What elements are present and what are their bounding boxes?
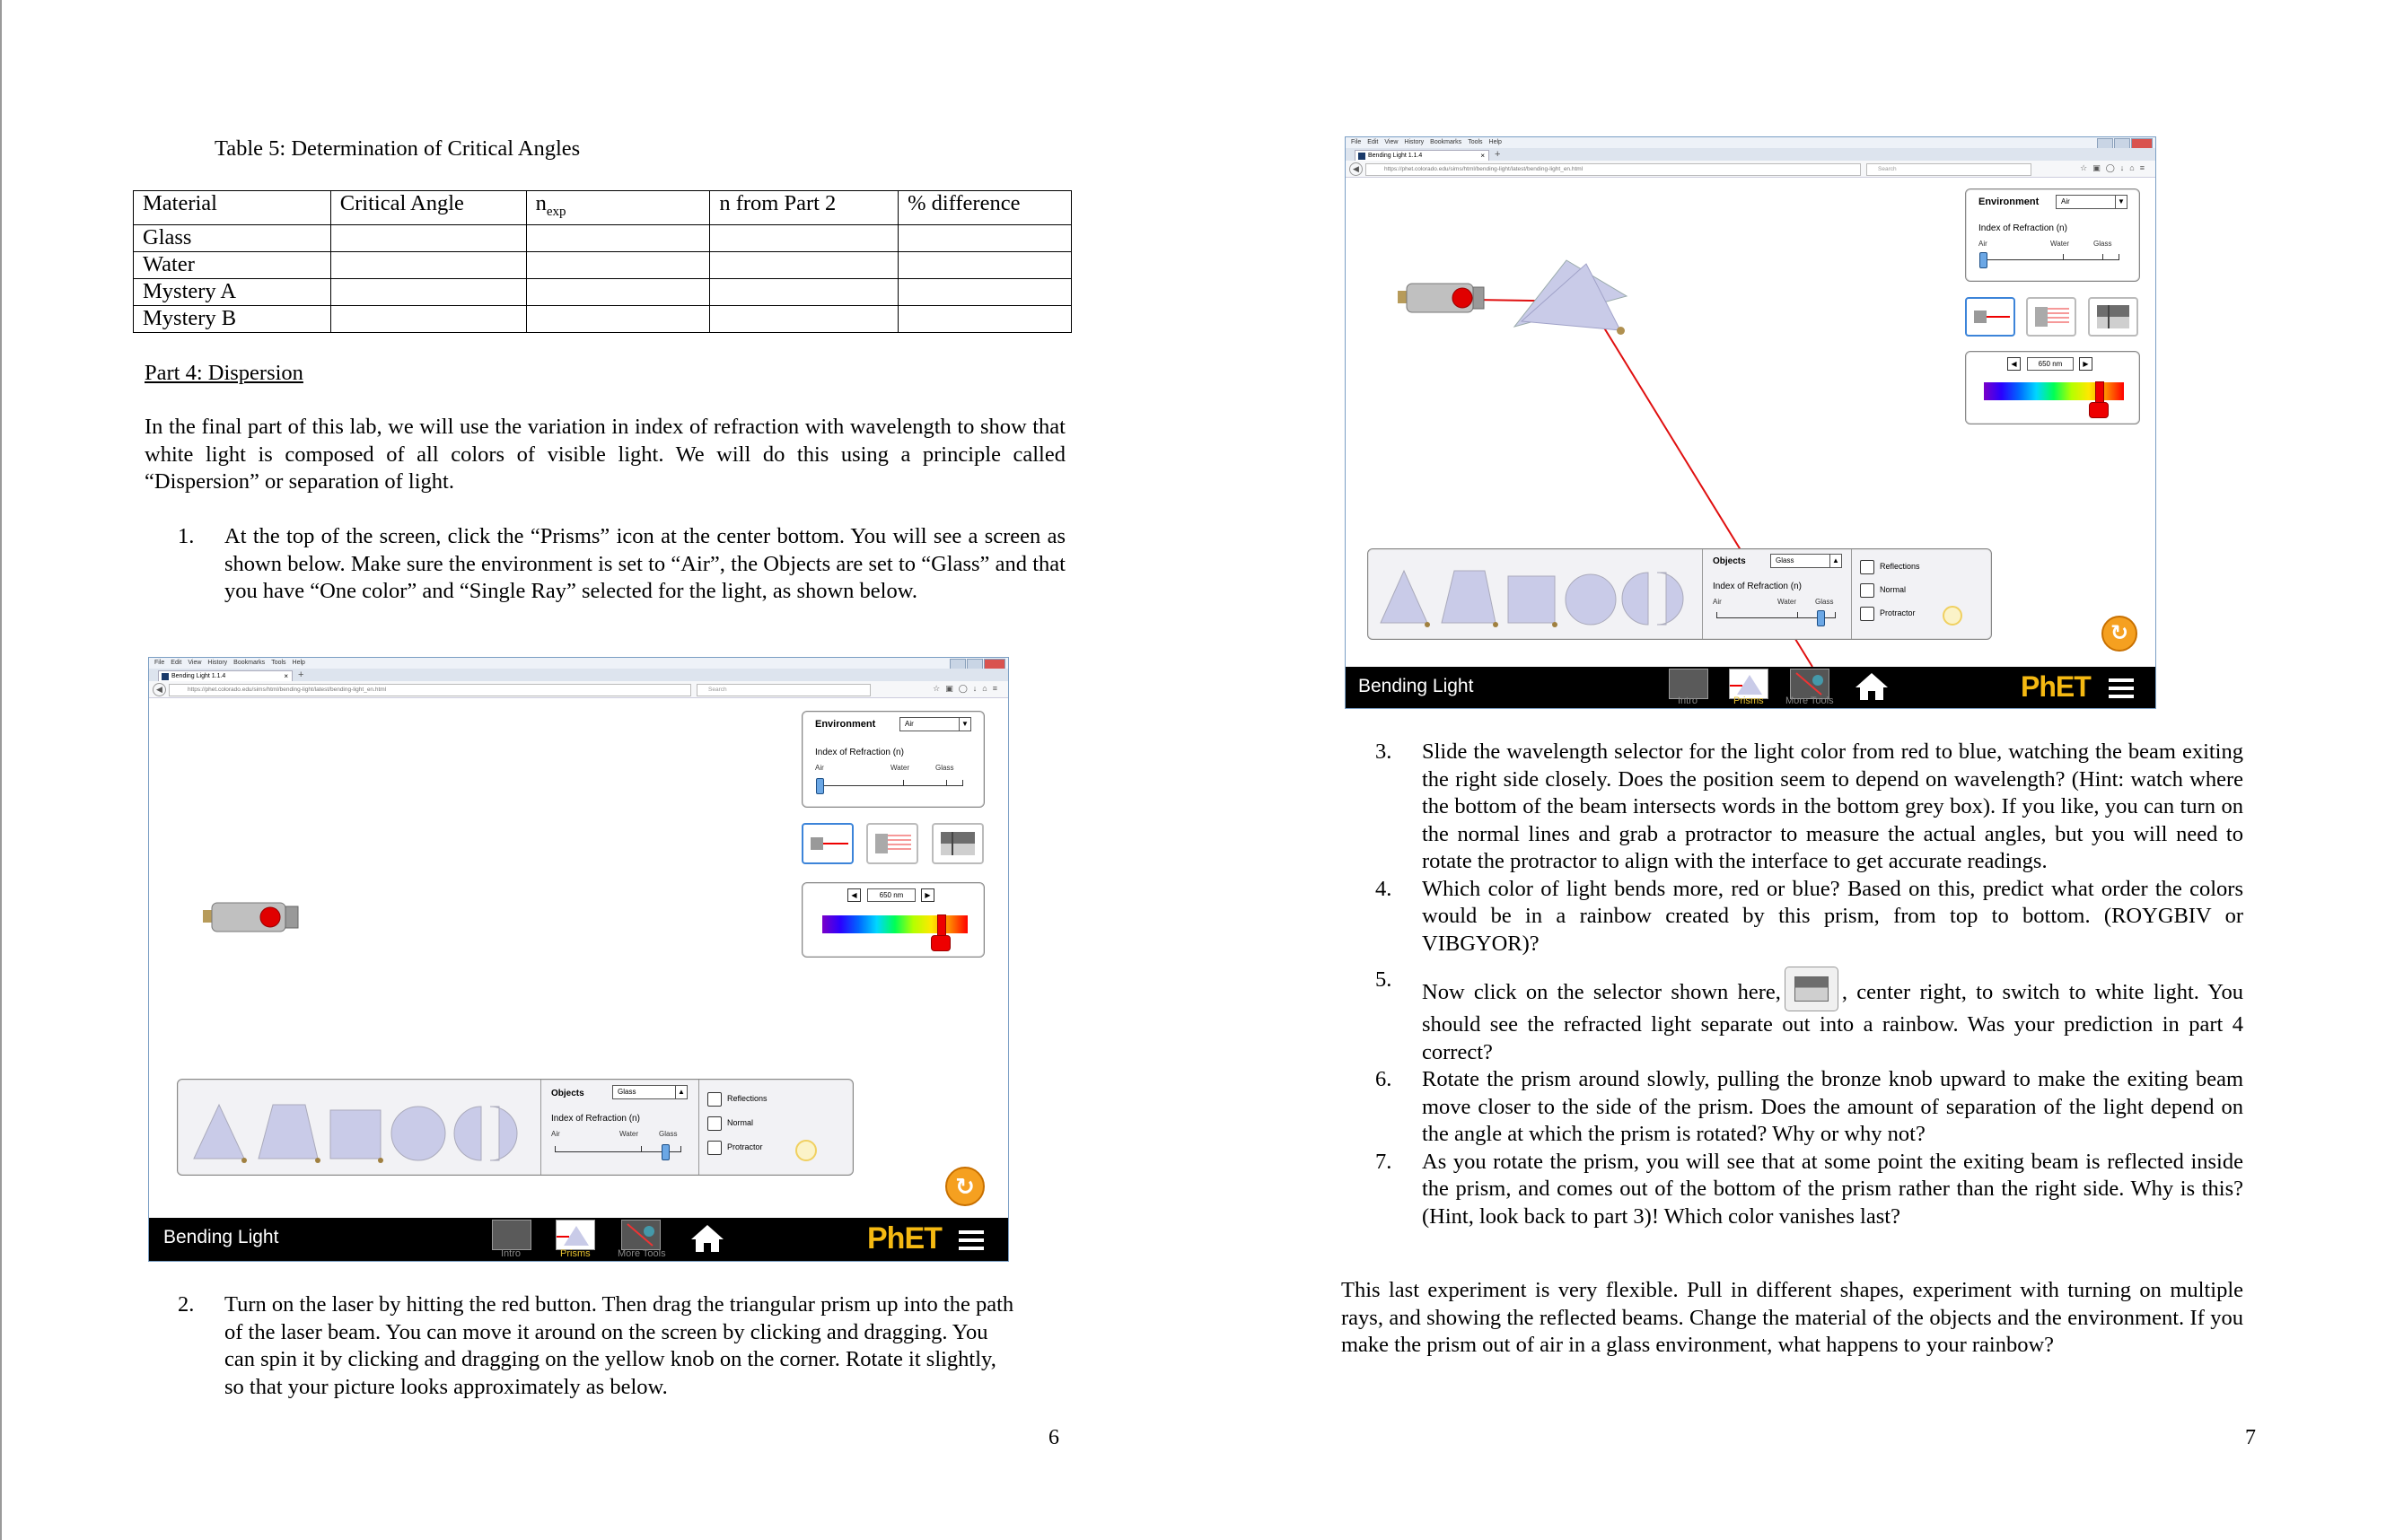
- wavelength-increase-button[interactable]: ▶: [2079, 357, 2092, 371]
- header-material: Material: [134, 191, 331, 225]
- white-light-icon: [934, 825, 982, 862]
- wavelength-marker: [937, 914, 946, 936]
- wavelength-slider-thumb[interactable]: [931, 935, 951, 951]
- step-text: Slide the wavelength selector for the light color from red to blue, watching the beam exiting the right side closely. Does the position seem to depend on wavelength? (Hint: watch where the bottom of the beam intersects words in the bottom grey box). If you like, you can turn on the normal lines and grab a protractor to measure the actual angles, but you will need to rotate the protractor to align with the interface to get accurate readings.: [1422, 739, 2243, 873]
- menu-help[interactable]: Help: [292, 660, 305, 666]
- search-box[interactable]: Search: [1866, 163, 2031, 176]
- step-number: 5.: [1375, 967, 1392, 992]
- single-ray-button[interactable]: [802, 823, 854, 864]
- objects-toolbox: [1367, 548, 1992, 640]
- app-title: Bending Light: [163, 1227, 279, 1247]
- menu-hamburger-icon[interactable]: [959, 1230, 984, 1234]
- prism-rotate-knob[interactable]: [1617, 327, 1625, 335]
- normal-checkbox[interactable]: [707, 1116, 722, 1131]
- normal-label: Normal: [727, 1118, 754, 1127]
- multiple-rays-button[interactable]: [866, 823, 918, 864]
- wavelength-decrease-button[interactable]: ◀: [2007, 357, 2021, 371]
- screen-more-label: More Tools: [1785, 696, 1834, 706]
- environment-panel: [802, 711, 985, 808]
- environment-value: Air: [905, 720, 914, 728]
- objects-index-thumb[interactable]: [662, 1144, 670, 1160]
- page-number: 6: [1048, 1426, 1059, 1449]
- prism-shapes-icon[interactable]: [185, 1089, 544, 1169]
- navigation-bar: [149, 681, 1008, 698]
- white-light-button[interactable]: [932, 823, 984, 864]
- dropdown-arrow-icon: ▼: [2115, 196, 2127, 208]
- menu-help[interactable]: Help: [1488, 139, 1502, 145]
- objects-index-label: Index of Refraction (n): [551, 1114, 640, 1124]
- url-bar[interactable]: https://phet.colorado.edu/sims/html/bending-light/latest/bending-light_en.html: [1365, 163, 1861, 176]
- table-header-row: [134, 191, 1072, 225]
- objects-dropdown[interactable]: [612, 1085, 688, 1099]
- menu-history[interactable]: History: [207, 660, 228, 666]
- step-number: 6.: [1375, 1067, 1392, 1091]
- white-light-icon: [2090, 299, 2136, 335]
- objects-index-label: Index of Refraction (n): [1713, 582, 1802, 591]
- index-slider-thumb[interactable]: [816, 778, 824, 794]
- table-caption: Table 5: Determination of Critical Angles: [215, 136, 581, 161]
- menu-hamburger-icon[interactable]: [2109, 678, 2134, 682]
- sim-navigation-bar: [149, 1218, 1008, 1261]
- browser-menu-bar: [1346, 137, 2155, 148]
- step-text-before: Now click on the selector shown here,: [1422, 980, 1781, 1004]
- row-label: Mystery B: [134, 305, 331, 332]
- toolbar-icons: ☆▣◯↓⌂≡: [2080, 163, 2150, 172]
- wavelength-panel: [802, 882, 985, 958]
- step-number: 1.: [178, 524, 195, 548]
- sim-area: [1346, 178, 2155, 667]
- header-percent-difference: % difference: [899, 191, 1072, 225]
- reset-icon[interactable]: ↻: [2101, 616, 2137, 652]
- normal-label: Normal: [1880, 585, 1907, 594]
- index-track: [819, 785, 962, 786]
- row-label: Water: [134, 251, 331, 278]
- objects-index-thumb[interactable]: [1817, 610, 1825, 626]
- menu-edit[interactable]: Edit: [171, 660, 182, 666]
- screen-intro-label: Intro: [501, 1248, 522, 1259]
- home-icon[interactable]: [689, 1223, 725, 1254]
- screen-prisms-label: Prisms: [560, 1248, 591, 1259]
- wavelength-slider-thumb[interactable]: [2089, 402, 2109, 418]
- step-number: 4.: [1375, 876, 1392, 901]
- step-text: At the top of the screen, click the “Prisms” icon at the center bottom. You will see a screen as shown below. Make sure the environment is set to “Air”, the Objects are set to “Glass” and that you have “One color” and “Single Ray” selected for the light, as shown below.: [224, 524, 1066, 603]
- environment-dropdown[interactable]: [2056, 195, 2127, 209]
- phet-logo[interactable]: PhET: [867, 1221, 942, 1256]
- screen-prisms-label: Prisms: [1733, 696, 1764, 706]
- phet-logo[interactable]: PhET: [2021, 670, 2091, 703]
- single-ray-button[interactable]: [1965, 297, 2015, 337]
- menu-edit[interactable]: Edit: [1367, 139, 1379, 145]
- browser-tab[interactable]: [1355, 150, 1489, 161]
- table-row: [134, 224, 1072, 251]
- reflections-label: Reflections: [727, 1094, 768, 1103]
- objects-toolbox: [177, 1079, 854, 1176]
- menu-bookmarks[interactable]: Bookmarks: [233, 660, 266, 666]
- closing-paragraph: This last experiment is very flexible. Pull in different shapes, experiment with turning on multiple rays, and showing the reflected beams. Change the material of the objects and the environment. If you make the prism out of air in a glass environment, what happens to your rainbow?: [1341, 1278, 2243, 1357]
- protractor-checkbox[interactable]: [1860, 607, 1874, 621]
- page-7: [1198, 0, 2395, 1540]
- menu-tools[interactable]: Tools: [271, 660, 286, 666]
- table-row: [134, 251, 1072, 278]
- index-slider-thumb[interactable]: [1979, 252, 1987, 268]
- multiple-rays-button[interactable]: [2026, 297, 2076, 337]
- laser-mode-icon: [803, 825, 852, 862]
- protractor-label: Protractor: [727, 1142, 763, 1151]
- dropdown-arrow-icon: ▲: [675, 1086, 687, 1098]
- steps-list-3-7: [1375, 739, 2243, 1230]
- step-4: [1375, 876, 2243, 958]
- window-controls: [2097, 138, 2153, 147]
- protractor-icon[interactable]: [795, 1140, 817, 1161]
- sim-navigation-bar: [1346, 667, 2155, 708]
- critical-angles-table: [133, 190, 1072, 333]
- menu-tools[interactable]: Tools: [1468, 139, 1483, 145]
- objects-dropdown[interactable]: [1770, 554, 1842, 568]
- white-light-button[interactable]: [2088, 297, 2138, 337]
- menu-view[interactable]: View: [1384, 139, 1399, 145]
- scale-air: Air: [815, 764, 824, 772]
- home-icon[interactable]: [1854, 671, 1890, 702]
- wavelength-panel: [1965, 351, 2140, 424]
- browser-menu-bar: [149, 658, 1008, 669]
- step-text-after: , center right, to switch to white light. You should see the refracted light separate out into a rainbow. Was your prediction in part 4 correct?: [1422, 980, 2243, 1064]
- environment-label: Environment: [815, 719, 876, 730]
- laser-mode-icon: [1967, 299, 2013, 335]
- menu-file[interactable]: File: [1351, 139, 1362, 145]
- tab-title: Bending Light 1.1.4: [1368, 153, 1423, 159]
- multi-ray-icon: [2028, 299, 2075, 335]
- step-text: As you rotate the prism, you will see that at some point the exiting beam is reflected inside the prism, and comes out of the bottom of the prism rather than the right side. Why is this? (Hint, look back to part 3)! Which color vanishes last?: [1422, 1149, 2243, 1229]
- dropdown-arrow-icon: ▼: [959, 718, 970, 731]
- scale-water: Water: [890, 764, 910, 772]
- menu-file[interactable]: File: [154, 660, 165, 666]
- objects-value: Glass: [1776, 556, 1794, 564]
- table-row: [134, 278, 1072, 305]
- reflections-label: Reflections: [1880, 562, 1920, 571]
- scale-glass: Glass: [935, 764, 954, 772]
- step-2: [178, 1291, 1020, 1401]
- scale-water: Water: [2050, 240, 2070, 248]
- back-button[interactable]: ◀: [153, 683, 166, 696]
- scale-glass: Glass: [2093, 240, 2112, 248]
- n-label: n: [535, 191, 547, 215]
- scale-air: Air: [1978, 240, 1987, 248]
- index-track: [1982, 259, 2119, 260]
- environment-dropdown[interactable]: [899, 717, 971, 731]
- objects-label: Objects: [1713, 556, 1746, 566]
- intro-screen-icon[interactable]: [1669, 669, 1708, 699]
- index-label: Index of Refraction (n): [1978, 223, 2067, 233]
- prisms-screen-icon[interactable]: [1729, 669, 1768, 699]
- step-text: Rotate the prism around slowly, pulling the bronze knob upward to make the exiting beam move closer to the side of the prism. Does the amount of separation of the light depend on the angle at which the prism is rotated? Why or why not?: [1422, 1067, 2243, 1146]
- wavelength-decrease-button[interactable]: ◀: [847, 888, 861, 902]
- n-subscript: exp: [546, 204, 566, 219]
- laser-icon[interactable]: [203, 899, 311, 935]
- step-5: [1375, 967, 2243, 1066]
- toolbar-icons: ☆▣◯↓⌂≡: [933, 684, 1003, 693]
- tab-bar: [149, 669, 1008, 681]
- scale-air: Air: [551, 1130, 560, 1138]
- normal-checkbox[interactable]: [1860, 583, 1874, 598]
- search-box[interactable]: Search: [697, 684, 871, 696]
- step-number: 7.: [1375, 1149, 1392, 1174]
- step-number: 2.: [178, 1292, 195, 1317]
- step-1: [178, 523, 1066, 606]
- step-7: [1375, 1149, 2243, 1231]
- wavelength-value: 650 nm: [867, 888, 916, 902]
- reflections-checkbox[interactable]: [1860, 560, 1874, 574]
- tab-close-icon[interactable]: ×: [284, 672, 288, 680]
- wavelength-marker: [2095, 381, 2104, 403]
- intro-paragraph: In the final part of this lab, we will use the variation in index of refraction with wavelength to show that white light is composed of all colors of visible light. We will do this using a principle called “Dispersion” or separation of light.: [145, 415, 1066, 494]
- new-tab-button[interactable]: +: [1495, 149, 1501, 160]
- protractor-icon[interactable]: [1943, 606, 1962, 626]
- header-n-part2: n from Part 2: [710, 191, 899, 225]
- browser-tab[interactable]: [158, 670, 293, 681]
- tab-close-icon[interactable]: ×: [1480, 152, 1485, 160]
- row-label: Glass: [134, 224, 331, 251]
- prism-shapes-icon[interactable]: [1373, 556, 1706, 634]
- step-text: Turn on the laser by hitting the red button. Then drag the triangular prism up into the path of the laser beam. You can move it around on the screen by clicking and dragging. You can spin it by clicking and dragging on the yellow knob on the corner. Rotate it slightly, so that your picture looks approximately as below.: [224, 1292, 1014, 1399]
- screen-more-label: More Tools: [618, 1248, 666, 1259]
- objects-label: Objects: [551, 1089, 584, 1098]
- step-number: 3.: [1375, 739, 1392, 764]
- multi-ray-icon: [868, 825, 917, 862]
- objects-value: Glass: [618, 1088, 636, 1096]
- url-bar[interactable]: https://phet.colorado.edu/sims/html/bending-light/latest/bending-light_en.html: [169, 684, 691, 696]
- scale-glass: Glass: [659, 1130, 678, 1138]
- steps-list-2: [178, 1291, 1020, 1401]
- dropdown-arrow-icon: ▲: [1829, 555, 1841, 567]
- back-button[interactable]: ◀: [1349, 162, 1363, 176]
- reset-icon[interactable]: ↻: [945, 1167, 985, 1206]
- scale-water: Water: [619, 1130, 639, 1138]
- page-number: 7: [2245, 1426, 2256, 1449]
- laser-icon[interactable]: [1398, 280, 1496, 316]
- step-text: Which color of light bends more, red or blue? Based on this, predict what order the colors would be in a rainbow created by this prism, from top to bottom. (ROYGBIV or VIBGYOR)?: [1422, 876, 2243, 956]
- row-label: Mystery A: [134, 278, 331, 305]
- wavelength-increase-button[interactable]: ▶: [921, 888, 934, 902]
- menu-history[interactable]: History: [1404, 139, 1425, 145]
- more-tools-screen-icon[interactable]: [621, 1220, 661, 1250]
- screen-intro-label: Intro: [1678, 696, 1698, 706]
- wavelength-value: 650 nm: [2027, 357, 2074, 371]
- section-heading: Part 4: Dispersion: [145, 361, 303, 385]
- table-row: [134, 305, 1072, 332]
- environment-panel: [1965, 188, 2140, 282]
- more-tools-screen-icon[interactable]: [1790, 669, 1829, 699]
- environment-value: Air: [2061, 197, 2070, 206]
- window-controls: [950, 659, 1005, 668]
- intro-screen-icon[interactable]: [492, 1220, 531, 1250]
- header-critical-angle: Critical Angle: [330, 191, 526, 225]
- prisms-screen-icon[interactable]: [556, 1220, 595, 1250]
- scale-glass: Glass: [1815, 598, 1834, 606]
- new-tab-button[interactable]: +: [298, 669, 304, 680]
- steps-list-1: [178, 523, 1066, 606]
- sim-area: [149, 698, 1008, 1219]
- protractor-checkbox[interactable]: [707, 1141, 722, 1155]
- screenshot-initial: [148, 657, 1009, 1262]
- reflections-checkbox[interactable]: [707, 1092, 722, 1107]
- header-n-exp: [526, 191, 710, 225]
- index-label: Index of Refraction (n): [815, 748, 904, 757]
- step-6: [1375, 1066, 2243, 1149]
- tab-title: Bending Light 1.1.4: [171, 673, 226, 679]
- menu-bookmarks[interactable]: Bookmarks: [1430, 139, 1462, 145]
- white-light-selector-icon: [1785, 967, 1838, 1011]
- screenshot-prism: [1345, 136, 2156, 709]
- scale-air: Air: [1713, 598, 1722, 606]
- scale-water: Water: [1777, 598, 1797, 606]
- environment-label: Environment: [1978, 197, 2040, 207]
- menu-view[interactable]: View: [188, 660, 202, 666]
- step-3: [1375, 739, 2243, 876]
- tab-bar: [1346, 148, 2155, 161]
- protractor-label: Protractor: [1880, 608, 1916, 617]
- navigation-bar: [1346, 161, 2155, 178]
- app-title: Bending Light: [1358, 676, 1474, 696]
